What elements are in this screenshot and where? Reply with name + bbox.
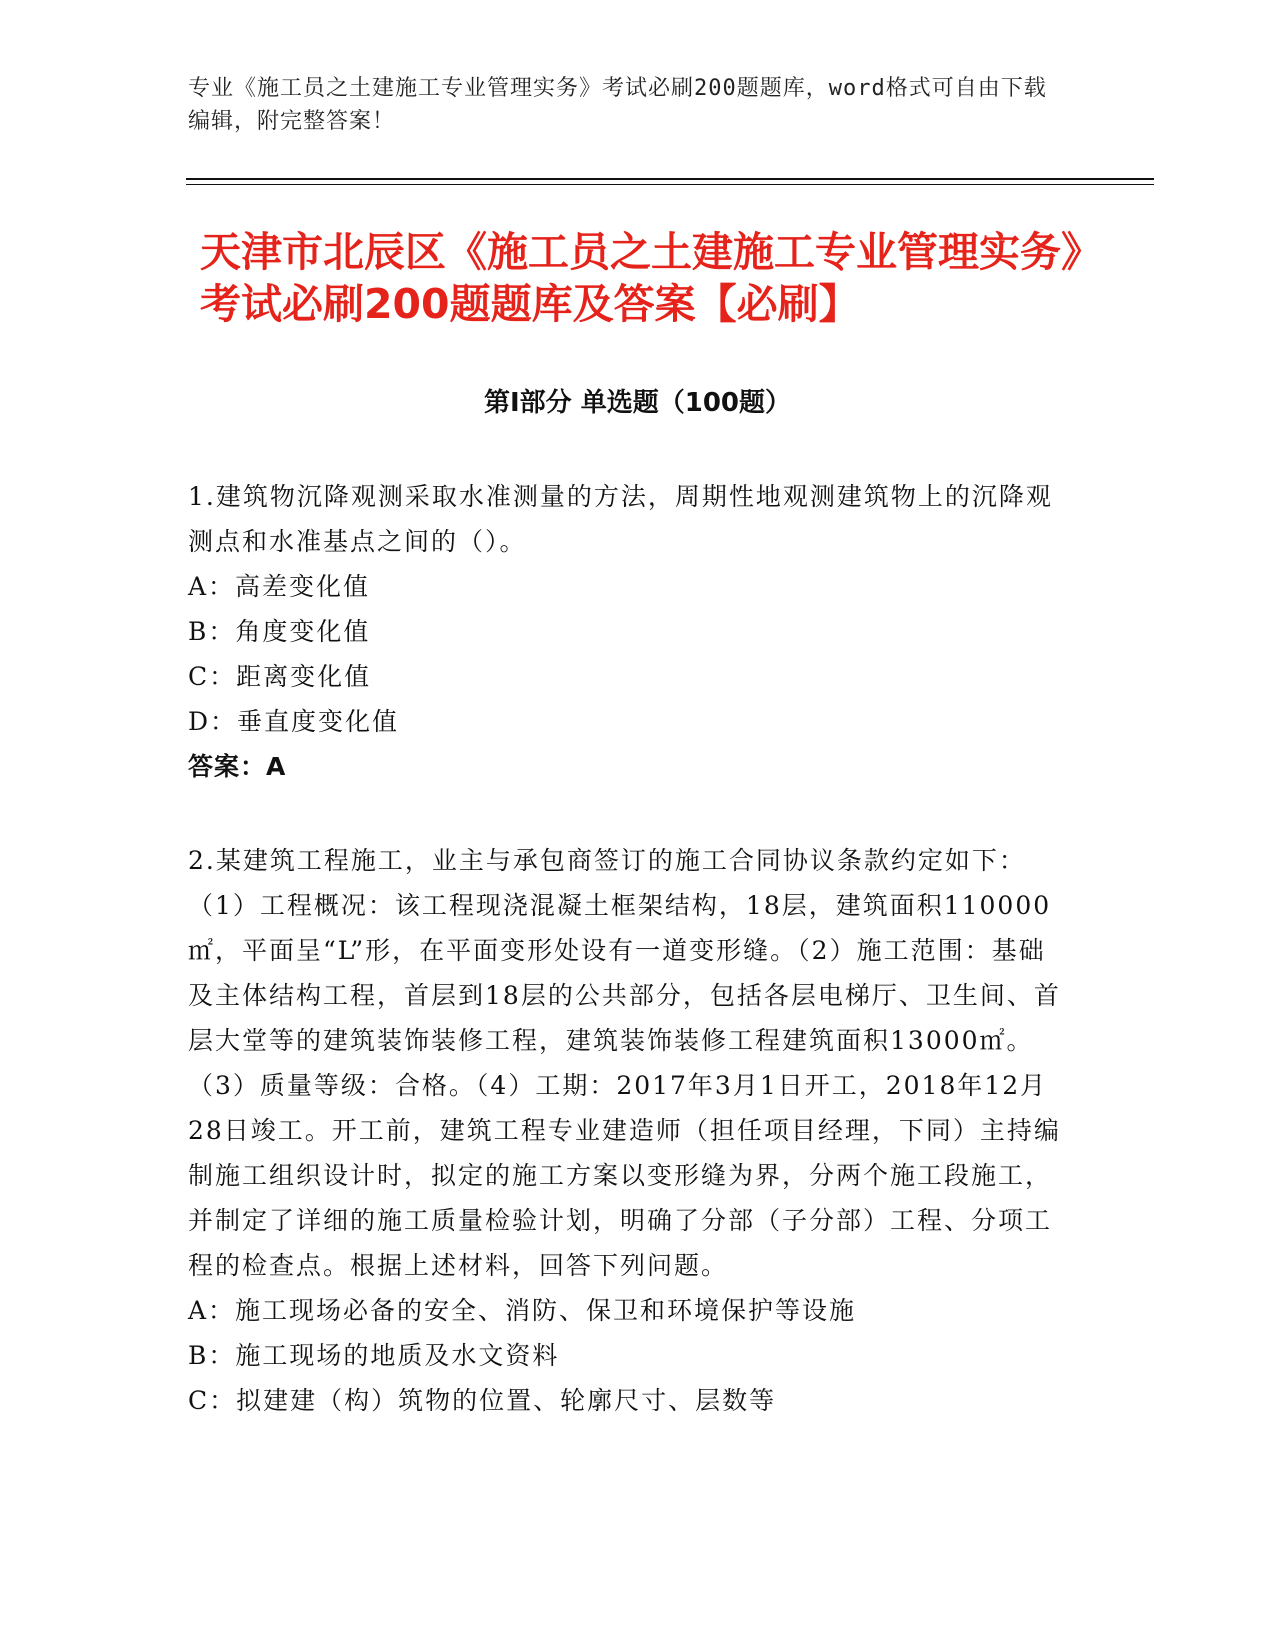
option-a: A：高差变化值: [188, 572, 371, 601]
option-c: C：距离变化值: [188, 662, 372, 691]
question-block: [188, 474, 1068, 789]
question-stem: 2.某建筑工程施工，业主与承包商签订的施工合同协议条款约定如下：（1）工程概况：该工程现浇混凝土框架结构，18层，建筑面积110000㎡，平面呈“L”形，在平面变形处设有一道变形缝。（2）施工范围：基础及主体结构工程，首层到18层的公共部分，包括各层电梯厅、卫生间、首层大堂等的建筑装饰装修工程，建筑装饰装修工程建筑面积13000㎡。（3）质量等级：合格。（4）工期：2017年3月1日开工，2018年12月28日竣工。开工前，建筑工程专业建造师（担任项目经理，下同）主持编制施工组织设计时，拟定的施工方案以变形缝为界，分两个施工段施工，并制定了详细的施工质量检验计划，明确了分部（子分部）工程、分项工程的检查点。根据上述材料，回答下列问题。: [188, 846, 1061, 1280]
option-b: B：角度变化值: [188, 617, 371, 646]
header-divider-thin: [186, 184, 1154, 185]
header-note: 专业《施工员之土建施工专业管理实务》考试必刷200题题库，word格式可自由下载编辑，附完整答案！: [188, 76, 1047, 134]
option-c: C：拟建建（构）筑物的位置、轮廓尺寸、层数等: [188, 1386, 777, 1415]
question-stem: 1.建筑物沉降观测采取水准测量的方法，周期性地观测建筑物上的沉降观测点和水准基点之间的（）。: [188, 482, 1053, 556]
option-b: B：施工现场的地质及水文资料: [188, 1341, 560, 1370]
option-d: D：垂直度变化值: [188, 707, 400, 736]
answer-line: 答案：A: [188, 752, 287, 781]
option-a: A：施工现场必备的安全、消防、保卫和环境保护等设施: [188, 1296, 857, 1325]
document-title: 天津市北辰区《施工员之土建施工专业管理实务》考试必刷200题题库及答案【必刷】: [200, 228, 1082, 328]
header-divider-thick: [186, 178, 1154, 180]
section-heading: 第I部分 单选题（100题）: [484, 388, 791, 418]
question-block: [188, 838, 1068, 1423]
